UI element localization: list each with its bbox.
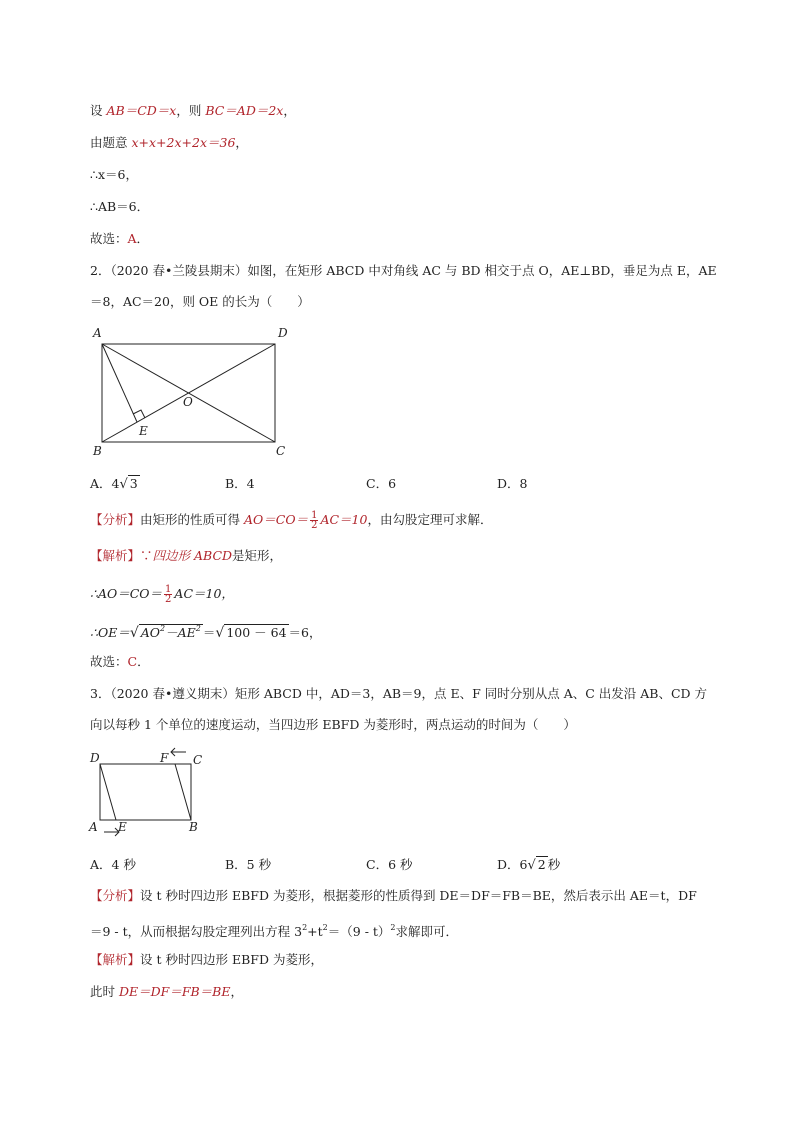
q3-option-b: B．5 秒 xyxy=(225,857,272,872)
q2-rectangle-figure xyxy=(86,322,301,462)
label-b: B xyxy=(189,820,198,834)
label-a: A xyxy=(93,326,102,340)
q1-line-2: 由题意 x+x+2x+2x＝36， xyxy=(90,135,248,150)
q1-line-5: 故选：A． xyxy=(90,231,150,246)
solution-tag: 【解析】 xyxy=(90,952,141,967)
q2-option-d: D．8 xyxy=(497,476,528,491)
q1-line-3: ∴x＝6， xyxy=(90,167,138,182)
q3-option-d: D．6√ 2 秒 xyxy=(497,857,561,873)
q3-stem-line-2: 向以每秒 1 个单位的速度运动，当四边形 EBFD 为菱形时，两点运动的时间为（ ） xyxy=(90,717,576,732)
q2-analysis: 【分析】由矩形的性质可得 AO＝CO＝ $\frac{1}{2}$ AC＝10，由勾股定理可求解． xyxy=(90,510,493,531)
label-b: B xyxy=(93,444,102,458)
q2-final: 故选：C． xyxy=(90,654,150,669)
solution-tag: 【解析】 xyxy=(90,548,141,563)
segment-de xyxy=(100,764,116,820)
fraction-half-2: $\frac{1}{2}$ xyxy=(165,584,172,605)
q2-option-b: B．4 xyxy=(225,476,255,491)
analysis-tag: 【分析】 xyxy=(90,512,141,527)
analysis-tag: 【分析】 xyxy=(90,888,141,903)
label-c: C xyxy=(276,444,286,458)
label-f: F xyxy=(160,751,169,765)
label-d: D xyxy=(90,751,100,765)
q3-analysis-line-1: 【分析】设 t 秒时四边形 EBFD 为菱形，根据菱形的性质得到 DE＝DF＝FB＝BE，然后表示出 AE＝t，DF xyxy=(90,888,697,903)
label-e: E xyxy=(139,424,148,438)
q2-step-1: ∴AO＝CO＝ $\frac{1}{2}$ AC＝10， xyxy=(90,584,234,605)
label-a: A xyxy=(89,820,98,834)
label-e: E xyxy=(118,820,127,834)
q3-solution: 【解析】设 t 秒时四边形 EBFD 为菱形， xyxy=(90,952,323,967)
q3-option-a: A．4 秒 xyxy=(90,857,136,872)
segment-ae xyxy=(102,344,137,422)
q1-line-4: ∴AB＝6． xyxy=(90,199,150,214)
q3-option-c: C．6 秒 xyxy=(366,857,413,872)
q2-stem-line-1: 2．（2020 春•兰陵县期末）如图，在矩形 ABCD 中对角线 AC 与 BD 相交于点 O，AE⊥BD，垂足为点 E，AE xyxy=(90,263,717,278)
q3-last-line: 此时 DE＝DF＝FB＝BE， xyxy=(90,984,244,999)
q3-analysis-line-2: ＝9 - t，从而根据勾股定理列出方程 $3^2+t^2=(9 - t)^2$求解即可． xyxy=(90,923,459,939)
segment-fb xyxy=(175,764,191,820)
fraction-half: $\frac{1}{2}$ xyxy=(311,510,318,531)
q3-stem-line-1: 3．（2020 春•遵义期末）矩形 ABCD 中，AD＝3，AB＝9，点 E、F 同时分别从点 A、C 出发沿 AB、CD 方 xyxy=(90,686,708,701)
q2-stem-line-2: ＝8，AC＝20，则 OE 的长为（ ） xyxy=(90,294,310,309)
q2-option-a: A．4√ 3 xyxy=(90,476,138,492)
label-d: D xyxy=(278,326,288,340)
label-c: C xyxy=(193,753,203,767)
q1-line-1: 设 AB＝CD＝x，则 BC＝AD＝2x， xyxy=(90,103,296,118)
q2-solution: 【解析】∵四边形 ABCD是矩形， xyxy=(90,548,283,563)
label-o: O xyxy=(183,395,193,409)
q2-option-c: C．6 xyxy=(366,476,397,491)
q2-step-2: ∴OE＝√ $AO^2-AE^2$ ＝√ 100 － 64 ＝6， xyxy=(90,624,322,641)
q3-rectangle-figure xyxy=(86,744,216,839)
